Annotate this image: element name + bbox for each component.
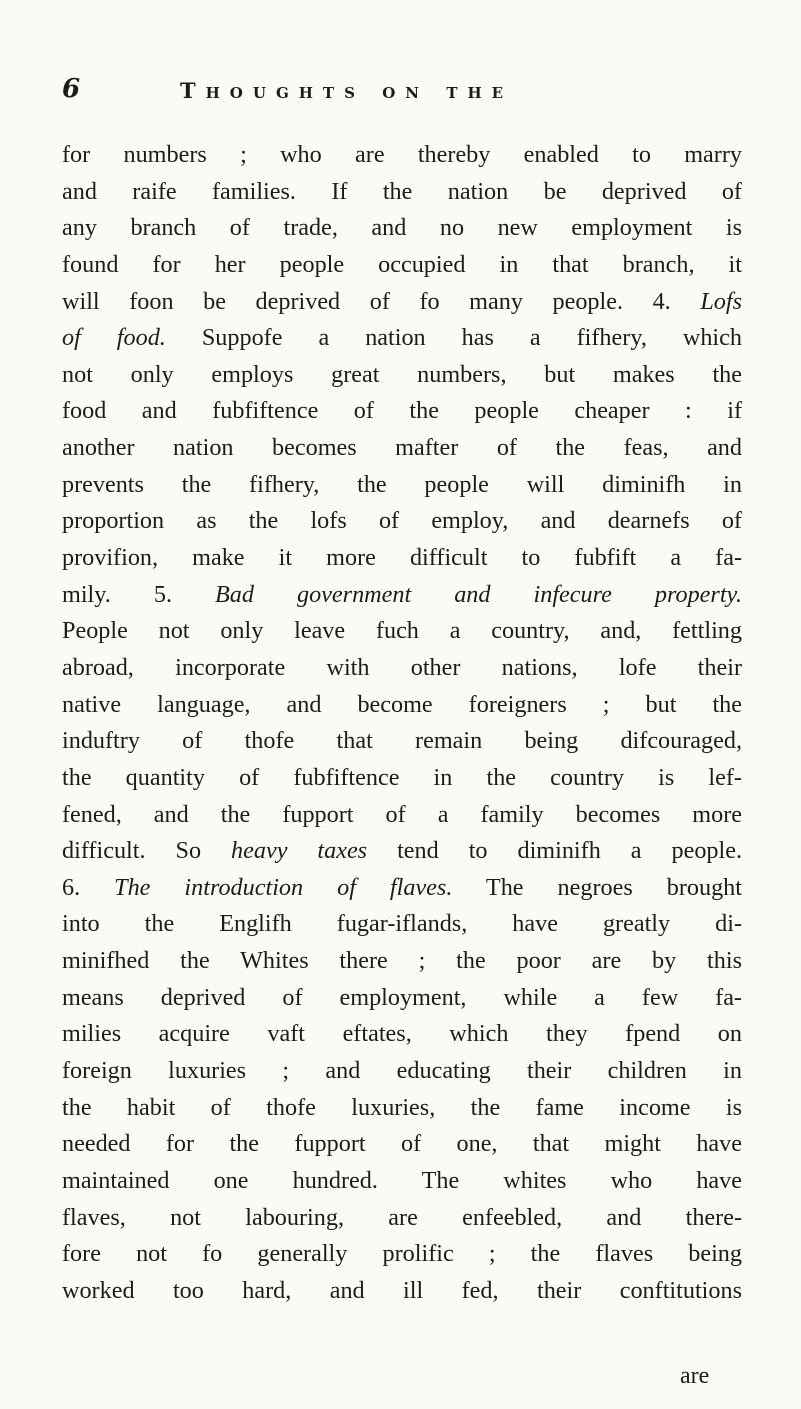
text-run: needed for the fupport of one, that might have	[62, 1130, 742, 1158]
running-title: Thoughts on the	[180, 78, 514, 103]
text-run: will foon be deprived of fo many people. 4.	[62, 287, 701, 315]
text-line	[62, 247, 742, 284]
text-line	[62, 210, 742, 247]
text-line	[62, 137, 742, 174]
text-line	[62, 723, 742, 760]
text-run: induftry of thofe that remain being difcouraged,	[62, 727, 742, 755]
text-line	[62, 1200, 742, 1237]
text-run: Suppofe a nation has a fifhery, which	[165, 324, 742, 352]
text-line	[62, 613, 742, 650]
text-run: The negroes brought	[452, 873, 742, 901]
text-run: for numbers ; who are thereby enabled to marry	[62, 141, 742, 168]
text-run: prevents the fifhery, the people will diminifh in	[62, 470, 742, 498]
text-line	[62, 1090, 742, 1127]
text-run: abroad, incorporate with other nations, lofe their	[62, 653, 742, 681]
text-run: another nation becomes mafter of the feas, and	[62, 434, 742, 462]
body-text	[62, 137, 742, 1310]
text-run: milies acquire vaft eftates, which they fpend on	[62, 1020, 742, 1048]
text-run: foreign luxuries ; and educating their children in	[62, 1057, 742, 1085]
text-run: 6.	[62, 873, 115, 901]
italic-run: heavy taxes	[231, 837, 368, 865]
text-run: any branch of trade, and no new employment is	[62, 214, 742, 242]
text-line	[62, 393, 742, 430]
text-run: into the Englifh fugar-iflands, have greatly di-	[62, 910, 742, 938]
text-run: tend to diminifh a people.	[367, 837, 743, 865]
text-line	[62, 943, 742, 980]
text-line	[62, 1163, 742, 1200]
text-line	[62, 357, 742, 394]
text-line	[62, 687, 742, 724]
text-line	[62, 833, 742, 870]
text-line	[62, 503, 742, 540]
italic-run: Lofs	[700, 287, 742, 315]
text-line	[62, 467, 742, 504]
text-line	[62, 760, 742, 797]
page-header	[62, 74, 741, 118]
catchword: are	[680, 1363, 710, 1389]
text-run: difficult. So	[62, 837, 232, 865]
text-line	[62, 650, 742, 687]
text-line	[62, 430, 742, 467]
text-run: food and fubfiftence of the people cheaper : if	[62, 397, 742, 425]
text-run: not only employs great numbers, but makes the	[62, 360, 742, 388]
text-line	[62, 284, 742, 321]
page-number: 6	[62, 74, 81, 104]
text-run: People not only leave fuch a country, and, fettling	[62, 617, 742, 645]
text-line	[62, 320, 742, 357]
text-run: means deprived of employment, while a few fa-	[62, 983, 742, 1011]
text-line	[62, 906, 742, 943]
text-run: proportion as the lofs of employ, and dearnefs of	[62, 507, 742, 535]
text-line	[62, 1126, 742, 1163]
italic-run: Bad government and infecure property.	[215, 580, 742, 608]
text-run: flaves, not labouring, are enfeebled, and there-	[62, 1203, 742, 1231]
text-line	[62, 980, 742, 1017]
text-line	[62, 577, 742, 614]
italic-run: The introduction of flaves.	[114, 873, 453, 901]
text-line	[62, 1053, 742, 1090]
text-line	[62, 174, 742, 211]
text-run: fened, and the fupport of a family becomes more	[62, 800, 742, 828]
text-line	[62, 540, 742, 577]
text-run: and raife families. If the nation be deprived of	[62, 177, 742, 205]
text-run: mily. 5.	[62, 580, 216, 608]
italic-run: of food.	[62, 324, 166, 352]
text-line	[62, 1273, 742, 1310]
text-run: the quantity of fubfiftence in the country is lef-	[62, 763, 742, 791]
text-line	[62, 1236, 742, 1273]
text-line	[62, 797, 742, 834]
text-run: fore not fo generally prolific ; the flaves being	[62, 1240, 742, 1268]
text-run: minifhed the Whites there ; the poor are by this	[62, 947, 742, 975]
text-run: provifion, make it more difficult to fubfift a fa-	[62, 544, 742, 572]
text-run: native language, and become foreigners ; but the	[62, 690, 742, 718]
text-run: the habit of thofe luxuries, the fame income is	[62, 1093, 742, 1121]
text-run: found for her people occupied in that branch, it	[62, 250, 742, 278]
text-run: maintained one hundred. The whites who have	[62, 1166, 742, 1194]
text-line	[62, 870, 742, 907]
text-line	[62, 1016, 742, 1053]
text-run: worked too hard, and ill fed, their conftitutions	[62, 1276, 742, 1304]
